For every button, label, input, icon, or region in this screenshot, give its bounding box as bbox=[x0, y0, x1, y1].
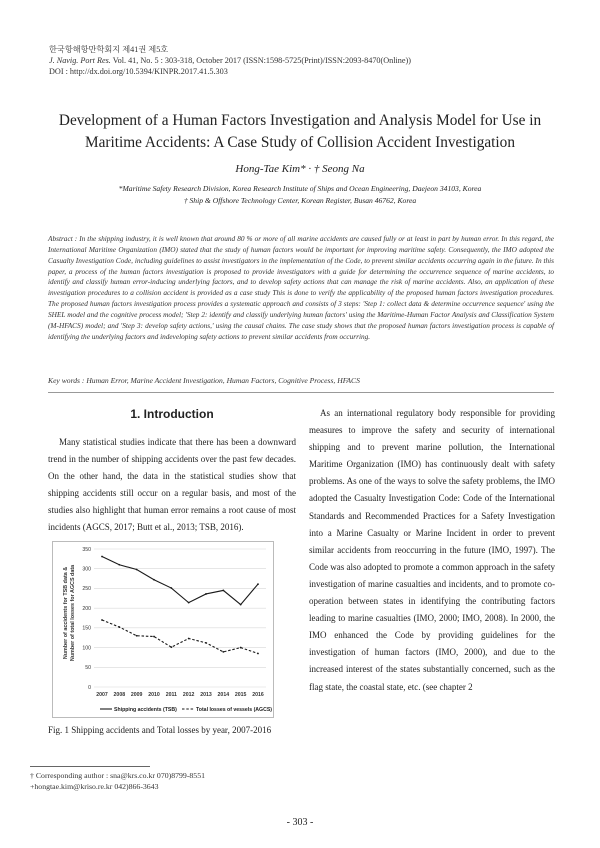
data-point bbox=[257, 653, 259, 655]
data-point bbox=[240, 647, 242, 649]
figure-caption: Fig. 1 Shipping accidents and Total losses by year, 2007-2016 bbox=[48, 725, 272, 735]
intro-paragraph-left: Many statistical studies indicate that there has been a downward trend in the number of shipping accidents over the past few decades. On the other hand, the data in the statistical studies show that shipping accidents still occur on a regular basis, and most of the studies also highlight that human error remains a root cause of most incidents (AGCS, 2017; Butt et al., 2013; TSB, 2016). bbox=[48, 437, 296, 533]
x-tick-label: 2010 bbox=[148, 692, 160, 698]
data-point bbox=[153, 579, 155, 581]
paper-title: Development of a Human Factors Investigation and Analysis Model for Use in Maritime Accidents: A Case Study of Collision Accident Investigation bbox=[58, 112, 542, 151]
data-point bbox=[136, 569, 138, 571]
data-point bbox=[118, 564, 120, 566]
section-heading: 1. Introduction bbox=[130, 407, 214, 421]
y-tick-label: 100 bbox=[82, 645, 91, 652]
chart-ylabel: Number of accidents for TSB data &Number of total losses for AGCS data bbox=[63, 564, 76, 662]
accidents-chart bbox=[52, 541, 274, 718]
abstract: Abstract : In the shipping industry, it is well known that around 80 % or more of all marine accidents are caused fully or at least in part by human error. In this regard, the International Maritime Organization (IMO) stated that the study of human factors would be important for improving maritime safety. Consequently, the IMO adopted the Casualty Investigation Code, including guidelines to assist investigators in the implementation of the Code, to prevent similar accidents occurring again in the future. In this paper, a process of the human factors investigation is proposed to provide investigators with a guide for determining the occurrence sequence of marine accidents, to identify and classify human error-inducing underlying factors, and to develop safety actions that can manage the risk of marine accidents. Also, an application of these investigation procedures to a collision accident is provided as a case study This is done to verify the applicability of the proposed human factors investigation procedures. The proposed human factors investigation process provides a systematic approach and consists of 3 steps: 'Step 1: collect data & determine occurrence sequence' using the SHEL model and the cognitive process model; 'Step 2: identify and classify underlying human factors' using the Maritime-Human Factor Analysis and Classification System (M-HFACS) model; and 'Step 3: develop safety actions,' using the causal chains. The case study shows that the proposed human factors investigation process is capable of identifying the underlying factors and indeveloping safety actions to prevent similar accidents from occurring. bbox=[48, 234, 554, 341]
data-point bbox=[222, 651, 224, 653]
y-tick-label: 0 bbox=[88, 684, 91, 691]
x-tick-label: 2012 bbox=[182, 692, 195, 698]
legend-label: Shipping accidents (TSB) bbox=[114, 707, 177, 713]
data-point bbox=[205, 593, 207, 595]
y-tick-label: 350 bbox=[82, 546, 91, 553]
x-tick-label: 2015 bbox=[234, 692, 247, 698]
page-number: - 303 - bbox=[286, 817, 314, 828]
x-tick-label: 2011 bbox=[165, 692, 177, 698]
y-tick-label: 150 bbox=[82, 625, 91, 632]
data-point bbox=[257, 583, 259, 585]
data-point bbox=[205, 642, 207, 644]
y-tick-label: 50 bbox=[85, 665, 91, 672]
data-point bbox=[170, 646, 172, 648]
data-point bbox=[240, 604, 242, 606]
affiliation-2: † Ship & Offshore Technology Center, Korean Register, Busan 46762, Korea bbox=[183, 196, 417, 205]
data-point bbox=[101, 556, 103, 558]
affiliations bbox=[0, 183, 600, 207]
x-tick-label: 2007 bbox=[96, 692, 108, 698]
y-tick-label: 250 bbox=[82, 586, 91, 593]
data-point bbox=[188, 602, 190, 604]
legend-label: Total losses of vessels (AGCS) bbox=[196, 707, 273, 713]
y-tick-label: 300 bbox=[82, 566, 91, 573]
footnote-corresponding: † Corresponding author : sna@krs.co.kr 070)8799-8551 bbox=[30, 771, 206, 780]
journal-korean-title: 한국항해항만학회지 제41권 제5호 bbox=[49, 45, 169, 54]
data-point bbox=[222, 590, 224, 592]
data-point bbox=[170, 587, 172, 589]
footnotes bbox=[30, 770, 205, 792]
section-divider bbox=[48, 392, 554, 393]
x-tick-label: 2008 bbox=[113, 692, 126, 698]
data-point bbox=[118, 626, 120, 628]
footnote-divider bbox=[30, 766, 150, 767]
x-tick-label: 2014 bbox=[217, 692, 230, 698]
intro-paragraph-right: As an international regulatory body responsible for providing measures to improve the safety and security of international shipping and to prevent marine pollution, the International Maritime Organization (IMO) has continuously dealt with safety problems. As one of the ways to solve the safety problems, the IMO adopted the Casualty Investigation Code: Code of the International Standards and Recommended Practices for a Safety Investigation into a Marine Casualty or Marine Incident in order to prevent similar accidents from reoccurring in the future (IMO, 1997). The Code was also adopted to promote a common approach in the safety investigation of marine casualties and incidents, and to promote co-operation between states in identifying the contributing factors leading to marine casualties (IMO, 2000; IMO, 2008). In 2000, the IMO enhanced the Code by providing guidelines for the investigation of human factors (IMO, 2000), and due to the increased interest of the states substantially concerned, such as the flag state, the coastal state, etc. (see chapter 2 bbox=[309, 408, 555, 692]
journal-abbreviation: J. Navig. Port Res. bbox=[49, 56, 111, 65]
author-list: Hong-Tae Kim* · † Seong Na bbox=[235, 163, 365, 175]
data-point bbox=[188, 638, 190, 640]
x-tick-label: 2016 bbox=[252, 692, 264, 698]
data-point bbox=[101, 619, 103, 621]
x-tick-label: 2013 bbox=[200, 692, 212, 698]
doi-link[interactable]: DOI : http://dx.doi.org/10.5394/KINPR.2017.41.5.303 bbox=[49, 67, 228, 76]
x-tick-label: 2009 bbox=[130, 692, 143, 698]
journal-header bbox=[49, 44, 411, 77]
affiliation-1: *Maritime Safety Research Division, Korea Research Institute of Ships and Ocean Engineering, Daejeon 34103, Korea bbox=[118, 184, 482, 193]
y-tick-label: 200 bbox=[82, 605, 91, 612]
journal-citation bbox=[49, 55, 411, 66]
data-point bbox=[153, 636, 155, 638]
journal-volume-info: Vol. 41, No. 5 : 303-318, October 2017 (ISSN:1598-5725(Print)/ISSN:2093-8470(Online)) bbox=[110, 56, 411, 65]
keywords: Key words : Human Error, Marine Accident Investigation, Human Factors, Cognitive Process, HFACS bbox=[48, 376, 360, 385]
data-point bbox=[136, 635, 138, 637]
footnote-author: +hongtae.kim@kriso.re.kr 042)866-3643 bbox=[30, 782, 159, 791]
